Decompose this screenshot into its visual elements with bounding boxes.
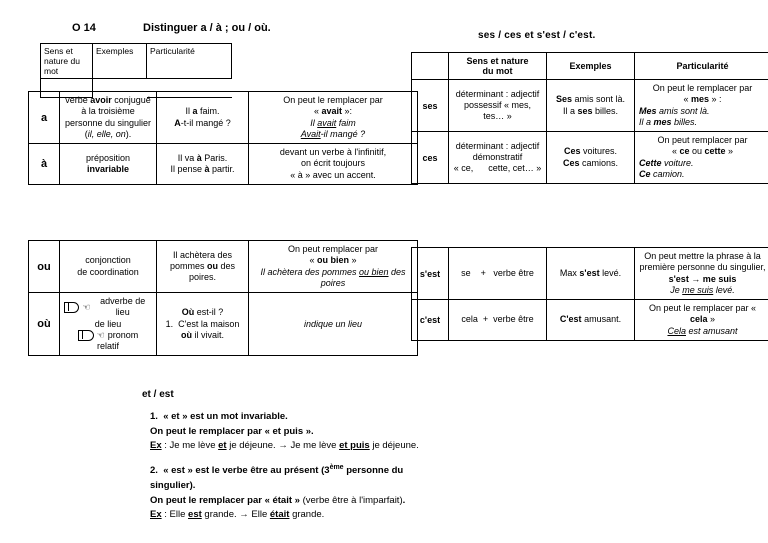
header-particularite: Particularité	[635, 53, 768, 80]
row-key-ou-accent: où	[29, 293, 60, 356]
particularite-text: indique un lieu	[303, 318, 363, 329]
row-nature-cest: cela + verbe être	[449, 300, 547, 341]
row-nature-ses: déterminant : adjectif possessif « mes, tes… »	[449, 80, 547, 132]
item2-line1: 2. « est » est le verbe être au présent (3ème personne du	[150, 464, 404, 477]
table-row	[412, 132, 768, 184]
explanation-item-1	[150, 410, 620, 454]
row-key-cest: c'est	[412, 300, 449, 341]
nature-label-pronom: pronom	[107, 329, 139, 340]
right-section-title: ses / ces et s'est / c'est.	[478, 30, 596, 41]
table-ses-ces	[411, 52, 768, 184]
row-particularite-a-accent: devant un verbe à l'infinitif, on écrit toujours « à » avec un accent.	[249, 144, 418, 185]
section-title-et-est: et / est	[142, 389, 174, 400]
row-examples-ces: Ces voitures. Ces camions.	[547, 132, 635, 184]
hand-icon: ☜	[82, 301, 91, 312]
row-examples-a: Il a faim. A-t-il mangé ?	[157, 92, 249, 144]
item2-line2: On peut le remplacer par « était » (verbe être à l'imparfait).	[150, 494, 406, 506]
legend-col-exemples: Exemples	[93, 44, 147, 79]
table-row	[412, 80, 768, 132]
document-code: O 14	[72, 22, 96, 34]
legend-col-sens: Sens et nature du mot	[41, 44, 93, 79]
table-a-accent	[28, 91, 418, 185]
explanation-item-2	[150, 463, 620, 523]
header-exemples: Exemples	[547, 53, 635, 80]
row-examples-sest: Max s'est levé.	[547, 248, 635, 300]
row-examples-ou-accent: Où est-il ? 1. C'est la maison où il vivait.	[157, 293, 249, 356]
row-particularite-ces: On peut remplacer par « ce ou cette » Cette voiture. Ce camion.	[635, 132, 768, 184]
table-row	[29, 144, 418, 185]
table-row	[29, 241, 418, 293]
row-key-ces: ces	[412, 132, 449, 184]
nature-label-de-lieu: de lieu	[94, 318, 122, 329]
header-empty	[412, 53, 449, 80]
nature-label-adverbe: adverbe de lieu	[100, 296, 146, 318]
table-row	[29, 293, 418, 356]
hand-icon: ☜	[96, 329, 105, 340]
row-examples-cest: C'est amusant.	[547, 300, 635, 341]
nature-label-relatif: relatif	[96, 341, 119, 351]
row-nature-ou: conjonction de coordination	[60, 241, 157, 293]
item1-line2: On peut le remplacer par « et puis ».	[150, 425, 314, 437]
row-particularite-ou-accent	[249, 293, 418, 356]
table-row	[412, 300, 768, 341]
item1-ex-label: Ex	[150, 440, 162, 452]
row-key-ou: ou	[29, 241, 60, 293]
item2-ex-label: Ex	[150, 509, 162, 521]
book-icon	[78, 330, 94, 341]
row-particularite-a: On peut le remplacer par « avait »: Il avait faim Avait-il mangé ?	[249, 92, 418, 144]
table-ou-accent	[28, 240, 418, 356]
page-title: Distinguer a / à ; ou / où.	[143, 22, 271, 34]
legend-col-particularite: Particularité	[147, 44, 232, 79]
header-sens-nature: Sens et nature du mot	[449, 53, 547, 80]
item1-example: Ex : Je me lève et je déjeune. → Je me lève et puis je déjeune.	[150, 440, 419, 452]
row-particularite-ses: On peut le remplacer par « mes » : Mes amis sont là. Il a mes billes.	[635, 80, 768, 132]
row-nature-sest: se + verbe être	[449, 248, 547, 300]
row-nature-a: verbe avoir conjugué à la troisième personne du singulier (il, elle, on).	[60, 92, 157, 144]
row-particularite-sest: On peut mettre la phrase à la première personne du singulier, s'est → me suis Je me suis levé.	[635, 248, 768, 300]
table-header-row	[412, 53, 768, 80]
row-nature-ces: déterminant : adjectif démonstratif « ce, cette, cet… »	[449, 132, 547, 184]
row-key-a-accent: à	[29, 144, 60, 185]
icon-row-pronom	[64, 330, 152, 341]
legend-table	[40, 43, 232, 98]
row-examples-a-accent: Il va à Paris. Il pense à partir.	[157, 144, 249, 185]
item2-number: 2.	[150, 465, 158, 477]
table-sest-cest	[411, 247, 768, 341]
et-est-explanations	[150, 410, 620, 532]
row-key-a: a	[29, 92, 60, 144]
row-particularite-cest: On peut le remplacer par « cela » Cela est amusant	[635, 300, 768, 341]
row-examples-ou: Il achètera des pommes ou des poires.	[157, 241, 249, 293]
row-examples-ses: Ses amis sont là. Il a ses billes.	[547, 80, 635, 132]
row-nature-a-accent: préposition invariable	[60, 144, 157, 185]
legend-header-row	[41, 44, 232, 79]
table-row	[29, 92, 418, 144]
row-particularite-ou: On peut remplacer par « ou bien » Il achètera des pommes ou bien des poires	[249, 241, 418, 293]
item2-example: Ex : Elle est grande. → Elle était grande.	[150, 509, 325, 521]
row-key-sest: s'est	[412, 248, 449, 300]
icon-row-adverbe	[64, 296, 152, 319]
item1-line1: 1. « et » est un mot invariable.	[150, 411, 288, 422]
row-nature-ou-accent	[60, 293, 157, 356]
item2-line1-cont: singulier).	[150, 480, 196, 492]
item1-number: 1.	[150, 411, 158, 422]
table-row	[412, 248, 768, 300]
row-key-ses: ses	[412, 80, 449, 132]
book-icon	[64, 302, 79, 313]
